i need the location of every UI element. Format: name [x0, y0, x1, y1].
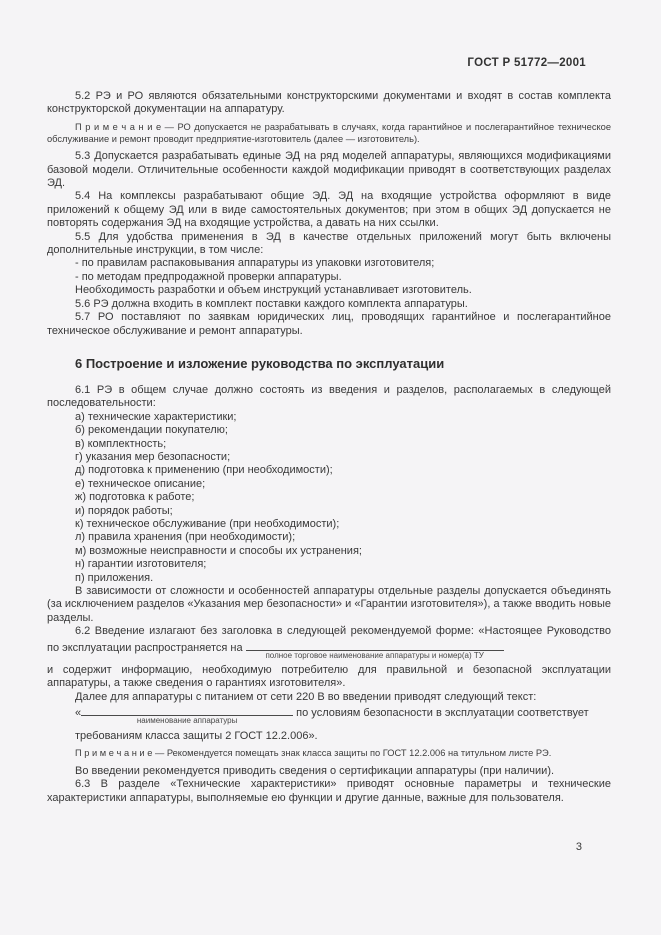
fill-in-blank-underline: [246, 639, 504, 660]
list-item: ж) подготовка к работе;: [75, 491, 195, 504]
paragraph: 5.6 РЭ должна входить в комплект поставки каждого комплекта аппаратуры.: [75, 297, 468, 310]
fill-in-caption: полное торговое наименование аппаратуры и номер(а) ТУ: [265, 650, 484, 660]
fill-in-line: [47, 625, 611, 660]
fill-in-blank-underline: [81, 704, 293, 726]
list-item: п) приложения.: [75, 571, 154, 584]
paragraph: и содержит информацию, необходимую потребителю для правильной и безопасной эксплуатации аппаратуры, а также сведения о гарантиях изготовителя».: [47, 664, 611, 690]
fill-in-post-text: по условиям безопасности в эксплуатации соответствует: [293, 707, 589, 720]
paragraph: 5.7 РО поставляют по заявкам юридических лиц, проводящих гарантийное и послегарантийное техническое обслуживание и ремонт аппаратуры.: [47, 311, 611, 337]
list-item: к) техническое обслуживание (при необходимости);: [75, 517, 340, 530]
list-item: и) порядок работы;: [75, 504, 173, 517]
paragraph: Во введении рекомендуется приводить сведения о сертификации аппаратуры (при наличии).: [75, 764, 555, 777]
list-item: - по методам предпродажной проверки аппаратуры.: [75, 270, 342, 283]
paragraph: В зависимости от сложности и особенностей аппаратуры отдельные разделы допускается объединять (за исключением разделов «Указания мер безопасности» и «Гарантии изготовителя»), а также вводить новые разделы.: [47, 585, 611, 624]
list-item: м) возможные неисправности и способы их устранения;: [75, 544, 362, 557]
document-body: [47, 90, 611, 805]
standard-designation: ГОСТ Р 51772—2001: [467, 57, 586, 69]
fill-in-pre-text: 6.2 Введение излагают без заголовка в следующей рекомендуемой форме: «Настоящее Руководство по эксплуатации распространяется на: [47, 625, 611, 654]
list-item: г) указания мер безопасности;: [75, 450, 231, 463]
list-item: е) техническое описание;: [75, 477, 206, 490]
list-item: н) гарантии изготовителя;: [75, 558, 207, 571]
paragraph: 5.2 РЭ и РО являются обязательными конструкторскими документами и входят в состав комплекта конструкторской документации на аппаратуру.: [47, 90, 611, 116]
paragraph: Необходимость разработки и объем инструкций устанавливает изготовитель.: [75, 284, 472, 297]
list-item: л) правила хранения (при необходимости);: [75, 531, 296, 544]
paragraph: 5.5 Для удобства применения в ЭД в качестве отдельных приложений могут быть включены дополнительные инструкции, в том числе:: [47, 230, 611, 257]
section-heading: 6 Построение и изложение руководства по эксплуатации: [75, 355, 445, 371]
paragraph: 5.3 Допускается разрабатывать единые ЭД на ряд моделей аппаратуры, являющихся модификациями базовой модели. Отличительные особенности каждой модификации приводят в соответствующих разделах ЭД.: [47, 150, 611, 190]
list-item: б) рекомендации покупателю;: [75, 424, 228, 437]
paragraph: Далее для аппаратуры с питанием от сети 220 В во введении приводят следующий текст:: [75, 690, 537, 703]
note-paragraph: П р и м е ч а н и е — Рекомендуется помещать знак класса защиты по ГОСТ 12.2.006 на титульном листе РЭ.: [75, 748, 552, 759]
paragraph: 5.4 На комплексы разрабатывают общие ЭД. ЭД на входящие устройства оформляют в виде приложений к общему ЭД или в виде самостоятельных документов; при этом в общих ЭД допускается не повторять содержания ЭД на входящие устройства, а давать на них ссылки.: [47, 190, 611, 230]
fill-in-caption: наименование аппаратуры: [136, 716, 238, 726]
list-item: д) подготовка к применению (при необходимости);: [75, 464, 333, 477]
paragraph: 6.3 В разделе «Технические характеристики» приводят основные параметры и технические характеристики аппаратуры, выполняемые ею функции и другие данные, важные для пользователя.: [47, 778, 611, 804]
list-item: а) технические характеристики;: [75, 410, 237, 423]
list-item: в) комплектность;: [75, 437, 167, 450]
note-paragraph: П р и м е ч а н и е — РО допускается не разрабатывать в случаях, когда гарантийное и послегарантийное техническое обслуживание и ремонт проводит предприятие-изготовитель (далее — изготовитель).: [47, 121, 611, 144]
paragraph: требованиям класса защиты 2 ГОСТ 12.2.006».: [75, 729, 318, 742]
list-item: - по правилам распаковывания аппаратуры из упаковки изготовителя;: [75, 257, 435, 270]
fill-in-line: [47, 704, 611, 726]
page-number: 3: [575, 841, 582, 853]
paragraph: 6.1 РЭ в общем случае должно состоять из введения и разделов, располагаемых в следующей последовательности:: [47, 383, 611, 410]
fill-in-pre-text: «: [75, 707, 82, 720]
